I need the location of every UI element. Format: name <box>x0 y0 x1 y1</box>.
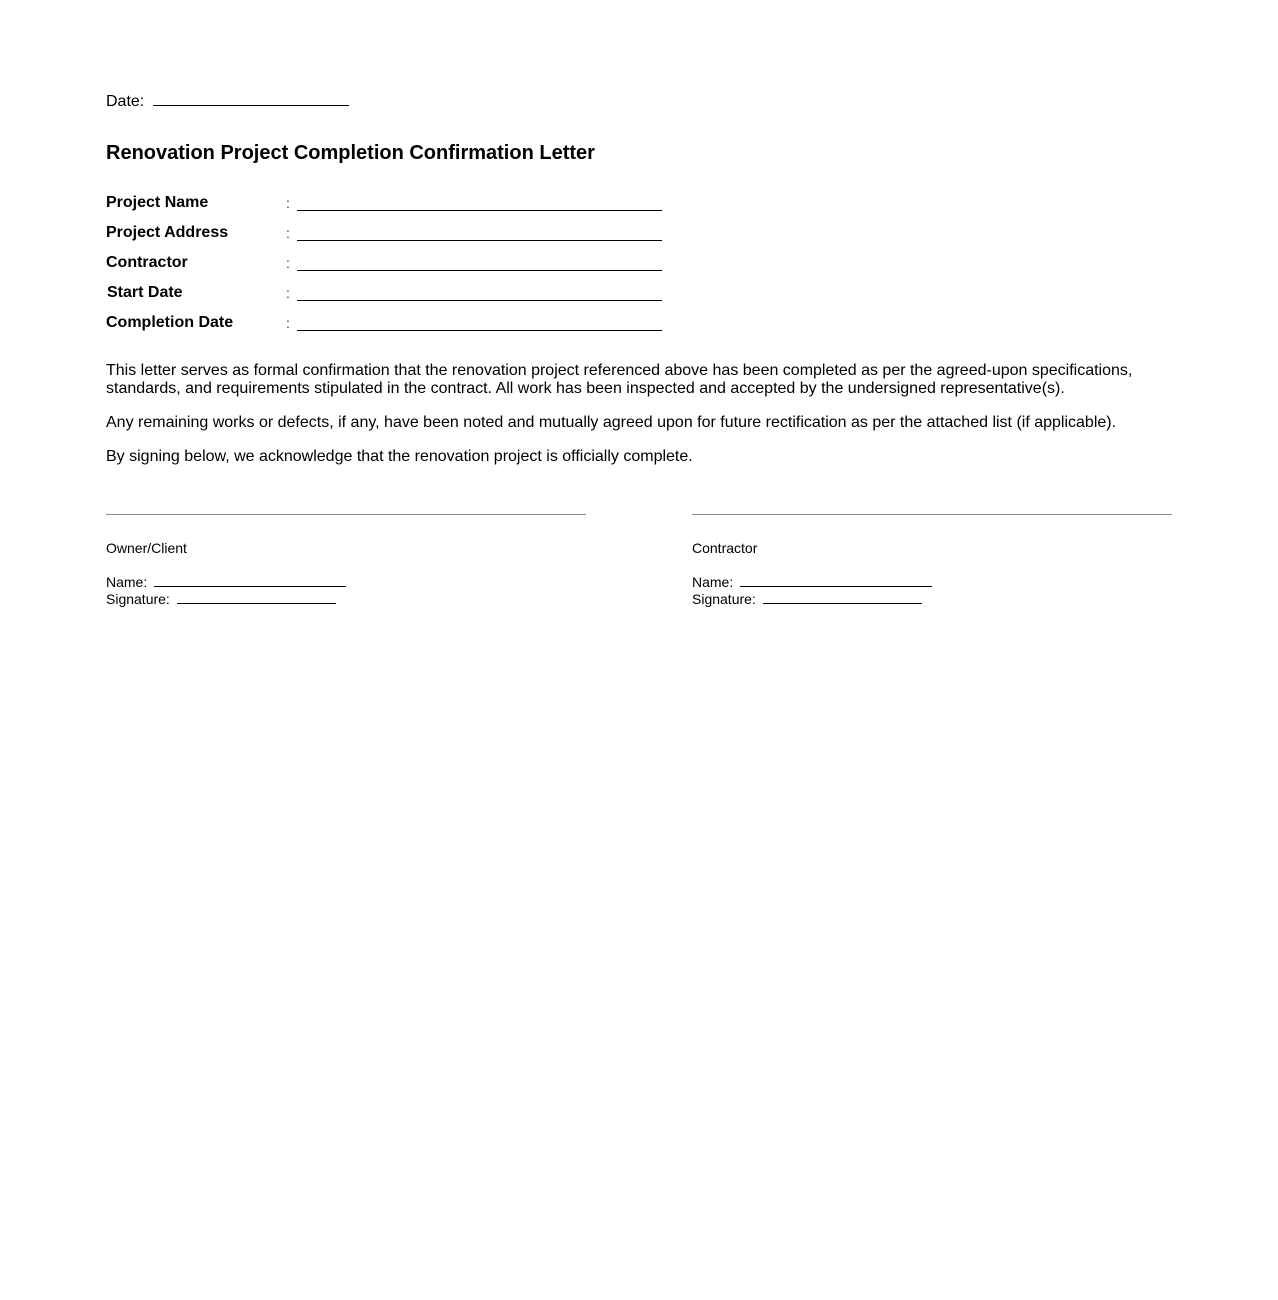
field-label: Start Date <box>107 284 183 301</box>
contractor-signature-blank[interactable] <box>763 591 922 604</box>
field-row-project-name <box>106 192 666 222</box>
name-label: Name: <box>106 574 148 590</box>
name-label: Name: <box>692 574 734 590</box>
name-line <box>692 574 1172 591</box>
project-fields <box>106 192 666 342</box>
field-row-project-address <box>106 222 666 252</box>
signature-lines <box>106 574 586 608</box>
signature-rule <box>692 514 1172 515</box>
completion-date-blank[interactable] <box>297 330 662 331</box>
signature-line <box>692 591 1172 608</box>
field-separator: : <box>286 285 290 301</box>
field-separator: : <box>286 255 290 271</box>
field-label: Contractor <box>106 254 188 271</box>
signature-block-owner <box>106 514 586 608</box>
signature-rule <box>106 514 586 515</box>
signature-label: Signature: <box>692 591 756 607</box>
signature-role: Owner/Client <box>106 540 187 556</box>
field-separator: : <box>286 225 290 241</box>
field-separator: : <box>286 195 290 211</box>
field-row-contractor <box>106 252 666 282</box>
contractor-name-blank[interactable] <box>740 574 932 587</box>
signature-label: Signature: <box>106 591 170 607</box>
contractor-blank[interactable] <box>297 270 662 271</box>
date-label: Date: <box>106 93 145 110</box>
paragraph-remaining-works: Any remaining works or defects, if any, have been noted and mutually agreed upon for future rectification as per the attached list (if applicable). <box>106 414 1117 431</box>
field-label: Project Name <box>106 194 209 211</box>
field-row-start-date <box>106 282 666 312</box>
date-line <box>106 91 349 111</box>
date-blank[interactable] <box>153 91 349 106</box>
signature-lines <box>692 574 1172 608</box>
field-separator: : <box>286 315 290 331</box>
owner-signature-blank[interactable] <box>177 591 336 604</box>
project-name-blank[interactable] <box>297 210 662 211</box>
field-row-completion-date <box>106 312 666 342</box>
signature-block-contractor <box>692 514 1172 608</box>
signature-role: Contractor <box>692 540 758 556</box>
paragraph-acknowledgement: By signing below, we acknowledge that the renovation project is officially complete. <box>106 448 693 465</box>
paragraph-confirmation: This letter serves as formal confirmation that the renovation project referenced above has been completed as per the agreed-upon specifications, standards, and requirements stipulated in the contract. All work has been inspected and accepted by the undersigned representative(s). <box>106 362 1133 397</box>
page-title: Renovation Project Completion Confirmation Letter <box>106 142 595 164</box>
project-address-blank[interactable] <box>297 240 662 241</box>
field-label: Project Address <box>106 224 229 241</box>
start-date-blank[interactable] <box>297 300 662 301</box>
owner-name-blank[interactable] <box>154 574 346 587</box>
name-line <box>106 574 586 591</box>
signature-line <box>106 591 586 608</box>
field-label: Completion Date <box>106 314 234 331</box>
letter-body <box>106 362 1172 482</box>
